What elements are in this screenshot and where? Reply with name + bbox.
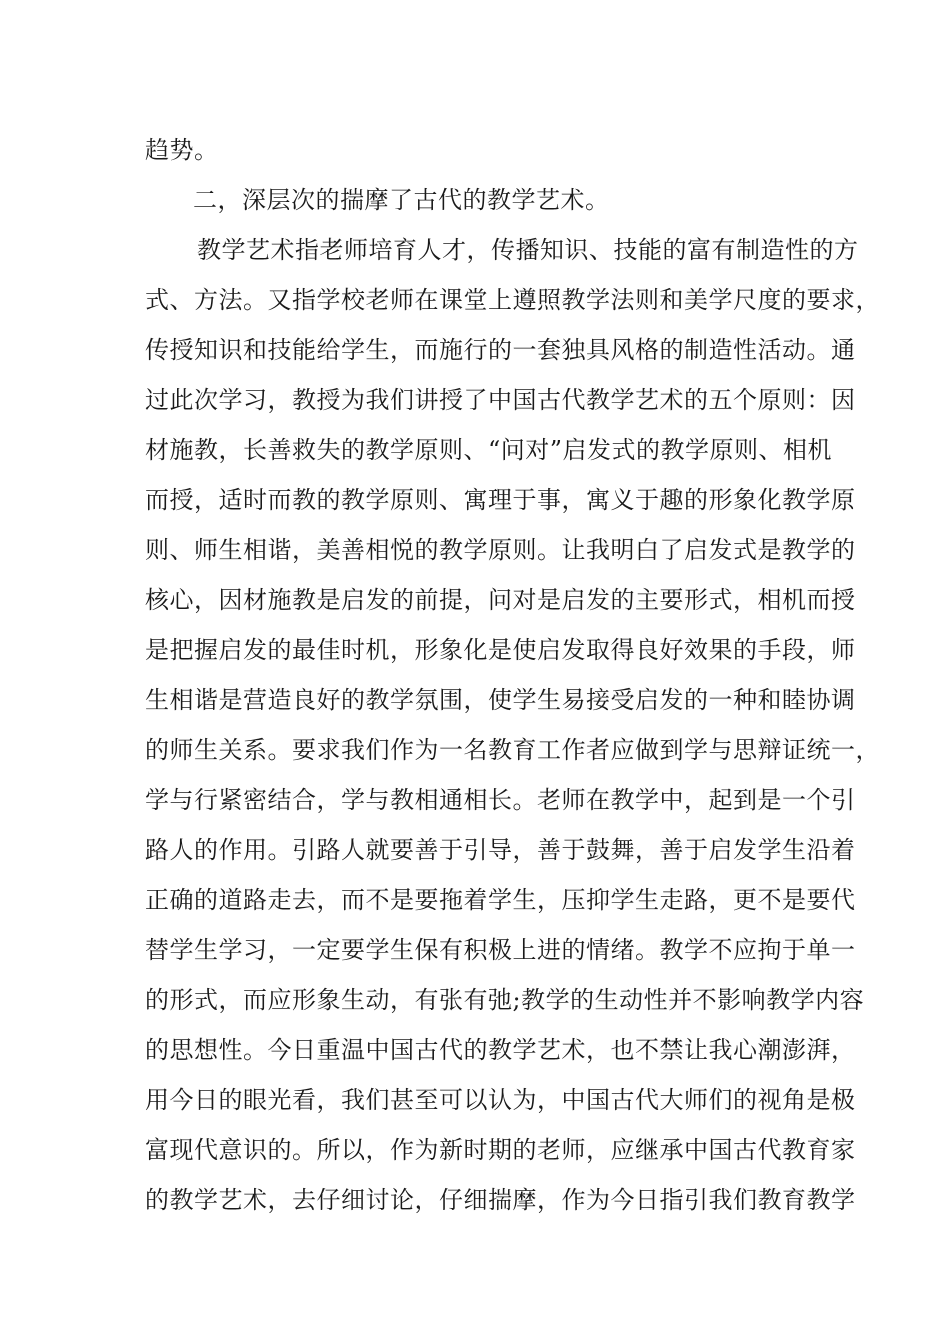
text-line: 过此次学习，教授为我们讲授了中国古代教学艺术的五个原则：因 [145,386,856,414]
text-line: 正确的道路走去，而不是要拖着学生，压抑学生走路，更不是要代 [145,886,856,914]
text-line: 的教学艺术，去仔细讨论，仔细揣摩，作为今日指引我们教育教学 [145,1186,856,1214]
text-line: 路人的作用。引路人就要善于引导，善于鼓舞，善于启发学生沿着 [145,836,856,864]
text-line: 则、师生相谐，美善相悦的教学原则。让我明白了启发式是教学的 [145,536,856,564]
text-line: 学与行紧密结合，学与教相通相长。老师在教学中，起到是一个引 [145,786,856,814]
text-line: 材施教，长善救失的教学原则、“问对”启发式的教学原则、相机 [145,436,833,464]
text-line: 的师生关系。要求我们作为一名教育工作者应做到学与思辩证统一， [145,736,880,764]
text-line: 用今日的眼光看，我们甚至可以认为，中国古代大师们的视角是极 [145,1086,856,1114]
text-line: 是把握启发的最佳时机，形象化是使启发取得良好效果的手段，师 [145,636,856,664]
text-line: 核心，因材施教是启发的前提，问对是启发的主要形式，相机而授 [145,586,856,614]
text-line: 生相谐是营造良好的教学氛围，使学生易接受启发的一种和睦协调 [145,686,856,714]
text-line: 而授，适时而教的教学原则、寓理于事，寓义于趣的形象化教学原 [145,486,856,514]
text-line: 的思想性。今日重温中国古代的教学艺术，也不禁让我心潮澎湃， [145,1036,856,1064]
section-heading: 二，深层次的揣摩了古代的教学艺术。 [193,186,610,214]
text-line: 传授知识和技能给学生，而施行的一套独具风格的制造性活动。通 [145,336,856,364]
text-line: 的形式，而应形象生动，有张有弛;教学的生动性并不影响教学内容 [145,986,865,1014]
text-line: 富现代意识的。所以，作为新时期的老师，应继承中国古代教育家 [145,1136,856,1164]
text-line: 式、方法。又指学校老师在课堂上遵照教学法则和美学尺度的要求， [145,286,880,314]
text-line: 趋势。 [145,136,219,164]
text-line: 替学生学习，一定要学生保有积极上进的情绪。教学不应拘于单一 [145,936,856,964]
text-line: 教学艺术指老师培育人才，传播知识、技能的富有制造性的方 [197,236,859,264]
